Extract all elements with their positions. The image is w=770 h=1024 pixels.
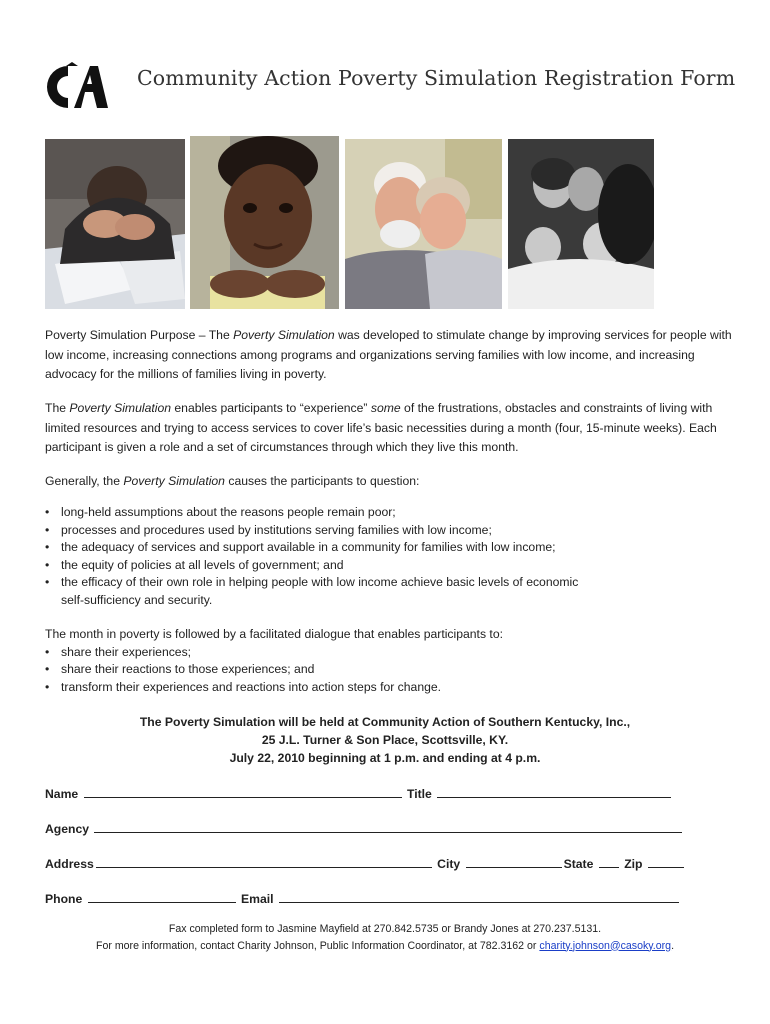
- venue-line: The Poverty Simulation will be held at Community Action of Southern Kentucky, Inc.,: [139, 715, 631, 729]
- footer: [0, 921, 770, 954]
- city-field[interactable]: [466, 855, 562, 868]
- title-field[interactable]: [437, 785, 671, 798]
- phone-field[interactable]: [88, 890, 236, 903]
- zip-label: Zip: [624, 857, 643, 871]
- name-title-row: [45, 785, 673, 801]
- agency-row: [45, 820, 684, 836]
- state-label: State: [563, 857, 594, 871]
- list-item: • share their experiences;: [45, 644, 735, 662]
- state-field[interactable]: [599, 855, 619, 868]
- question-intro: Generally, the Poverty Simulation causes the participants to question:: [45, 474, 420, 488]
- venue-line: 25 J.L. Turner & Son Place, Scottsville, KY.: [261, 733, 509, 748]
- list-item: • processes and procedures used by institutions serving families with low income;: [45, 522, 735, 540]
- page-title: Community Action Poverty Simulation Registration Form: [137, 66, 736, 90]
- dialogue-section: [45, 626, 735, 696]
- list-item: • transform their experiences and reactions into action steps for change.: [45, 679, 735, 697]
- list-item: • the adequacy of services and support available in a community for families with low income;: [45, 539, 735, 557]
- footer-fax-line: Fax completed form to Jasmine Mayfield at 270.842.5735 or Brandy Jones at 270.237.5131.: [168, 923, 602, 935]
- list-item: • the equity of policies at all levels of government; and: [45, 557, 735, 575]
- venue-details: [45, 713, 725, 768]
- name-field[interactable]: [84, 785, 402, 798]
- family-photo: [508, 139, 654, 309]
- city-label: City: [437, 857, 461, 871]
- address-row: [45, 855, 686, 871]
- list-item: • the efficacy of their own role in helping people with low income achieve basic levels of economic self-sufficiency and security.: [45, 574, 581, 609]
- phone-email-row: [45, 890, 681, 906]
- agency-field[interactable]: [94, 820, 682, 833]
- list-item: • long-held assumptions about the reasons people remain poor;: [45, 504, 735, 522]
- experience-paragraph: The Poverty Simulation enables participants to “experience” some of the frustrations, obstacles and constraints of living with limited resources and trying to access services to cover life’s basic necessities during a month (four, 15-minute weeks). Each participant is given a role and a set of circumstances through which they live this month.: [45, 401, 717, 455]
- community-action-logo: [38, 62, 108, 112]
- question-list: [45, 504, 735, 609]
- agency-label: Agency: [45, 822, 90, 836]
- logo-text: CA: [38, 62, 40, 63]
- email-field[interactable]: [279, 890, 679, 903]
- title-label: Title: [406, 787, 432, 801]
- phone-label: Phone: [45, 892, 83, 906]
- address-label: Address: [45, 857, 94, 871]
- purpose-paragraph: Poverty Simulation Purpose – The Poverty Simulation was developed to stimulate change by improving services for people with low income, increasing connections among programs and organizations serving families with low income, and increasing advocacy for the millions of families living in poverty.: [45, 328, 732, 382]
- child-portrait-photo: [190, 136, 339, 309]
- elderly-couple-photo: [345, 139, 502, 309]
- name-label: Name: [45, 787, 79, 801]
- venue-line: July 22, 2010 beginning at 1 p.m. and ending at 4 p.m.: [229, 751, 541, 766]
- address-field[interactable]: [96, 855, 432, 868]
- dialogue-intro: The month in poverty is followed by a facilitated dialogue that enables participants to:: [45, 627, 503, 641]
- zip-field[interactable]: [648, 855, 684, 868]
- list-item: • share their reactions to those experiences; and: [45, 661, 735, 679]
- man-head-in-hands-photo: [45, 139, 185, 309]
- email-label: Email: [241, 892, 274, 906]
- footer-contact-line: For more information, contact Charity Johnson, Public Information Coordinator, at 782.3162 or charity.johnson@casoky.org.: [95, 939, 675, 952]
- contact-email-link[interactable]: charity.johnson@casoky.org: [539, 939, 672, 952]
